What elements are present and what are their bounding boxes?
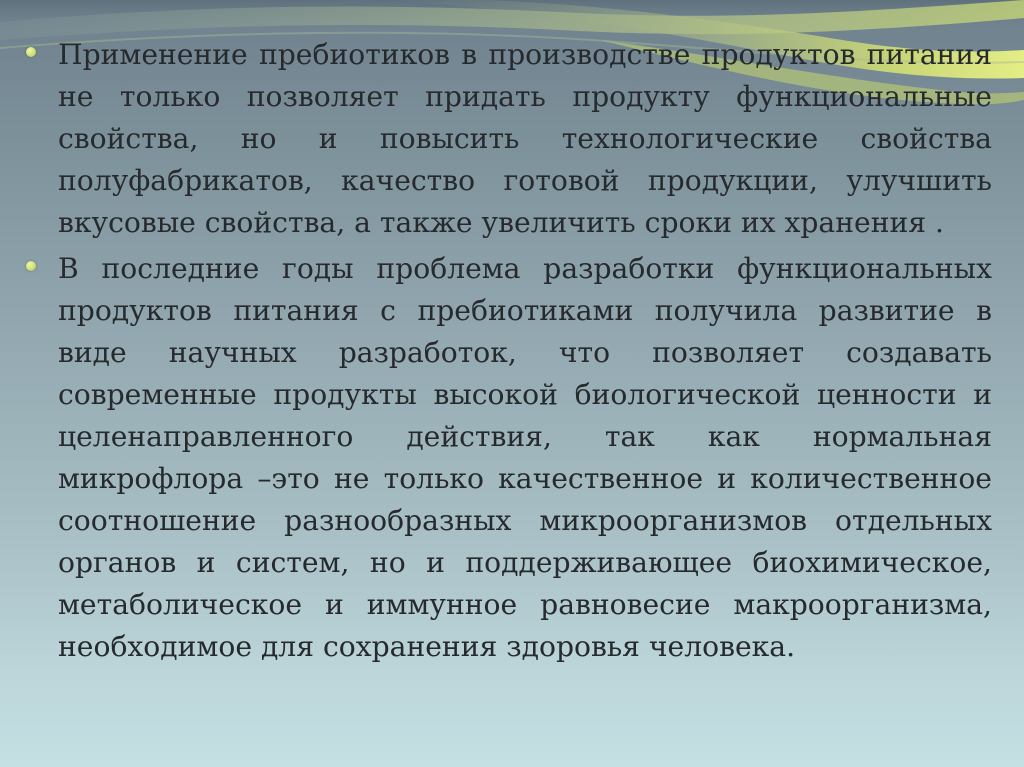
bullet-dot-icon (26, 261, 36, 271)
bullet-item (26, 34, 992, 244)
bullet-item (26, 248, 992, 668)
bullet-text: Применение пребиотиков в производстве продуктов питания не только позволяет придать продукту функциональные свойства, но и повысить технологические свойства полуфабрикатов, качество готовой продукции, улучшить вкусовые свойства, а также увеличить сроки их хранения . (58, 38, 992, 239)
bullet-dot-icon (26, 47, 36, 57)
bullet-text: В последние годы проблема разработки функциональных продуктов питания с пребиотиками получила развитие в виде научных разработок, что позволяет создавать современные продукты высокой биологической ценности и целенаправленного действия, так как нормальная микрофлора –это не только качественное и количественное соотношение разнообразных микроорганизмов отдельных органов и систем, но и поддерживающее биохимическое, метаболическое и иммунное равновесие макроорганизма, необходимое для сохранения здоровья человека. (58, 252, 992, 663)
slide-body (26, 34, 992, 672)
